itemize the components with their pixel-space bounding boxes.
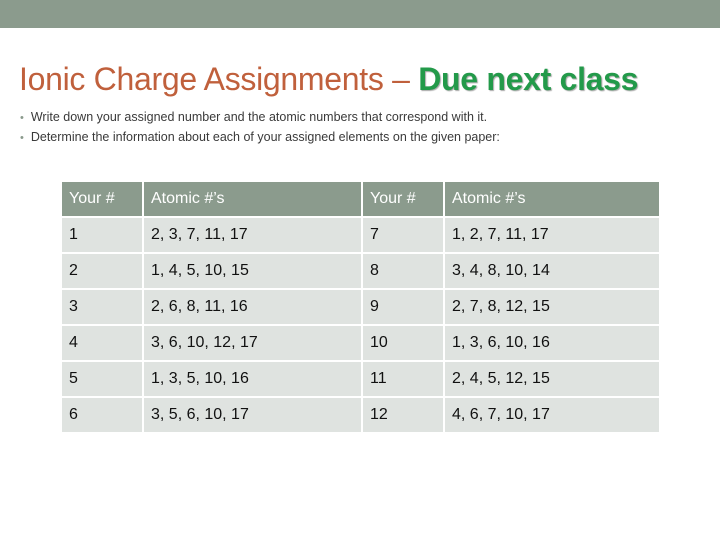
bullet-icon: • [20,132,24,144]
table-row [61,217,660,253]
instruction-text: Write down your assigned number and the atomic numbers that correspond with it. [30,110,488,124]
assigned-number: 11 [362,361,444,397]
instruction-item [20,127,500,147]
atomic-numbers: 2, 7, 8, 12, 15 [444,289,660,325]
top-banner [0,0,720,28]
table-row [61,289,660,325]
atomic-numbers: 1, 3, 5, 10, 16 [143,361,362,397]
atomic-numbers: 2, 3, 7, 11, 17 [143,217,362,253]
header-your-number: Your # [61,181,143,217]
atomic-numbers: 3, 4, 8, 10, 14 [444,253,660,289]
atomic-numbers: 1, 3, 6, 10, 16 [444,325,660,361]
slide-title [19,61,638,98]
header-your-number: Your # [362,181,444,217]
atomic-numbers: 1, 4, 5, 10, 15 [143,253,362,289]
instruction-list [20,107,500,147]
assigned-number: 2 [61,253,143,289]
assigned-number: 6 [61,397,143,433]
table-row [61,361,660,397]
atomic-numbers: 2, 6, 8, 11, 16 [143,289,362,325]
assigned-number: 7 [362,217,444,253]
instruction-text: Determine the information about each of your assigned elements on the given paper: [30,130,500,144]
header-atomic-numbers: Atomic #’s [143,181,362,217]
header-atomic-numbers: Atomic #’s [444,181,660,217]
assignment-table [60,180,661,434]
atomic-numbers: 1, 2, 7, 11, 17 [444,217,660,253]
atomic-numbers: 3, 5, 6, 10, 17 [143,397,362,433]
instruction-item [20,107,500,127]
title-highlight: Due next class [418,61,639,97]
bullet-icon: • [20,112,24,124]
assigned-number: 10 [362,325,444,361]
table-header-row [61,181,660,217]
assigned-number: 3 [61,289,143,325]
atomic-numbers: 3, 6, 10, 12, 17 [143,325,362,361]
title-text: Ionic Charge Assignments – [19,61,419,97]
table-row [61,325,660,361]
assigned-number: 9 [362,289,444,325]
assigned-number: 4 [61,325,143,361]
assigned-number: 12 [362,397,444,433]
assigned-number: 1 [61,217,143,253]
table-row [61,253,660,289]
table-row [61,397,660,433]
assigned-number: 5 [61,361,143,397]
atomic-numbers: 4, 6, 7, 10, 17 [444,397,660,433]
assigned-number: 8 [362,253,444,289]
atomic-numbers: 2, 4, 5, 12, 15 [444,361,660,397]
